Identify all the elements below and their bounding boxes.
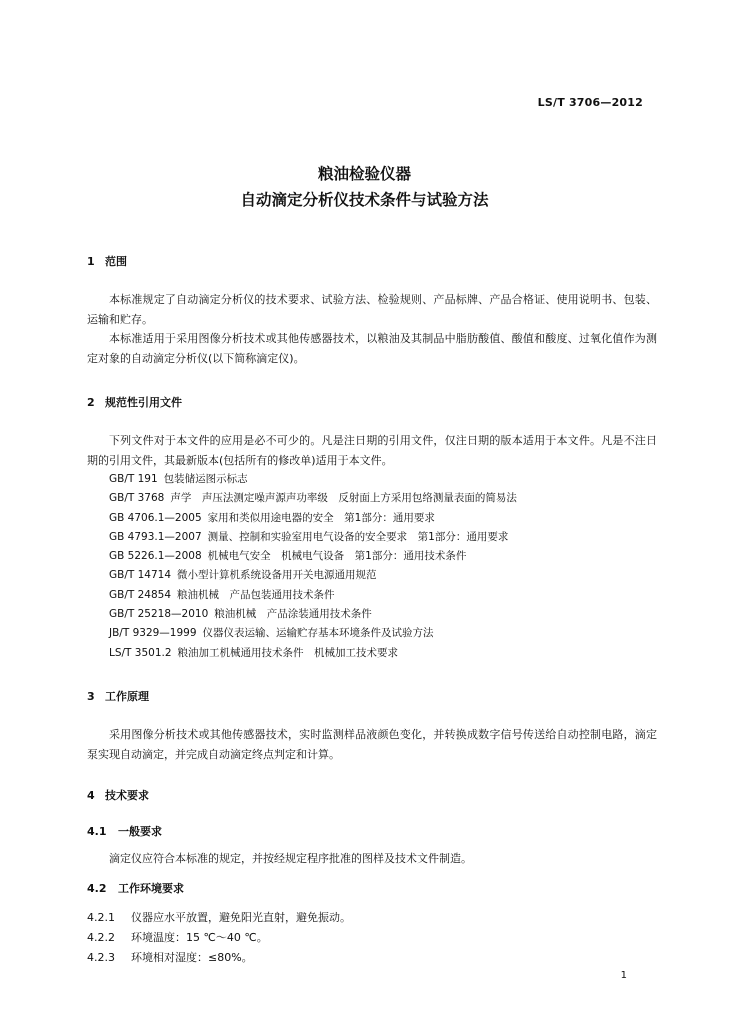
section-number: 2 — [87, 396, 95, 409]
reference-title: 粮油加工机械通用技术条件 机械加工技术要求 — [177, 646, 399, 659]
section-number: 3 — [87, 690, 95, 703]
reference-title: 家用和类似用途电器的安全 第1部分：通用要求 — [207, 511, 435, 524]
clause-text: 环境温度：15 ℃～40 ℃。 — [131, 931, 268, 944]
reference-title: 微小型计算机系统设备用开关电源通用规范 — [177, 569, 377, 582]
subsection-4-1-heading — [87, 823, 162, 839]
reference-code: GB 4706.1—2005 — [109, 511, 202, 524]
clause-4-2-1 — [87, 909, 351, 925]
reference-title: 粮油机械 产品包装通用技术条件 — [177, 588, 335, 601]
reference-code: JB/T 9329—1999 — [109, 627, 197, 640]
clause-4-2-3 — [87, 949, 253, 965]
reference-item — [109, 528, 517, 547]
reference-title: 机械电气安全 机械电气设备 第1部分：通用技术条件 — [207, 550, 467, 563]
reference-code: GB 4793.1—2007 — [109, 530, 202, 543]
subsection-number: 4.1 — [87, 825, 107, 838]
reference-code: GB/T 25218—2010 — [109, 608, 209, 621]
standard-code: LS/T 3706—2012 — [537, 96, 643, 109]
reference-item — [109, 509, 517, 528]
reference-item — [109, 624, 517, 643]
section-1-paragraph-1: 本标准规定了自动滴定分析仪的技术要求、试验方法、检验规则、产品标牌、产品合格证、使用说明书、包装、运输和贮存。 — [87, 293, 657, 326]
reference-code: GB 5226.1—2008 — [109, 550, 202, 563]
reference-title: 测量、控制和实验室用电气设备的安全要求 第1部分：通用要求 — [207, 530, 509, 543]
reference-title: 粮油机械 产品涂装通用技术条件 — [214, 608, 372, 621]
reference-title: 声学 声压法测定噪声源声功率级 反射面上方采用包络测量表面的简易法 — [170, 492, 517, 505]
reference-title: 仪器仪表运输、运输贮存基本环境条件及试验方法 — [202, 627, 434, 640]
section-title: 工作原理 — [105, 690, 149, 703]
reference-code: GB/T 14714 — [109, 569, 172, 582]
subsection-4-2-heading — [87, 880, 184, 896]
clause-text: 仪器应水平放置，避免阳光直射，避免振动。 — [131, 911, 351, 924]
clause-text: 环境相对湿度：≤80%。 — [131, 951, 253, 964]
section-title: 规范性引用文件 — [105, 396, 182, 409]
section-title: 技术要求 — [105, 789, 149, 802]
section-3-paragraph-1: 采用图像分析技术或其他传感器技术，实时监测样品液颜色变化，并转换成数字信号传送给自动控制电路，滴定泵实现自动滴定，并完成自动滴定终点判定和计算。 — [87, 728, 657, 761]
reference-item — [109, 547, 517, 566]
clause-number: 4.2.1 — [87, 911, 115, 924]
title-line-2: 自动滴定分析仪技术条件与试验方法 — [240, 191, 489, 209]
reference-item — [109, 470, 517, 489]
reference-code: LS/T 3501.2 — [109, 646, 172, 659]
subsection-title: 一般要求 — [118, 825, 162, 838]
section-1-heading — [87, 253, 127, 269]
reference-item — [109, 586, 517, 605]
reference-item — [109, 489, 517, 508]
clause-number: 4.2.2 — [87, 931, 115, 944]
reference-item — [109, 644, 517, 663]
reference-code: GB/T 24854 — [109, 588, 172, 601]
section-number: 4 — [87, 789, 95, 802]
reference-item — [109, 605, 517, 624]
subsection-title: 工作环境要求 — [118, 882, 184, 895]
section-3-heading — [87, 688, 149, 704]
reference-code: GB/T 3768 — [109, 492, 165, 505]
subsection-number: 4.2 — [87, 882, 107, 895]
section-2-heading — [87, 394, 182, 410]
page-number: 1 — [620, 970, 627, 981]
reference-title: 包装储运图示标志 — [163, 473, 248, 485]
section-4-heading — [87, 787, 149, 803]
reference-code: GB/T 191 — [109, 473, 158, 485]
section-1-paragraph-2: 本标准适用于采用图像分析技术或其他传感器技术，以粮油及其制品中脂肪酸值、酸值和酸度、过氧化值作为测定对象的自动滴定分析仪(以下简称滴定仪)。 — [87, 332, 657, 365]
title-line-1: 粮油检验仪器 — [317, 165, 411, 183]
reference-item — [109, 566, 517, 585]
section-title: 范围 — [105, 255, 127, 268]
section-2-paragraph-1: 下列文件对于本文件的应用是必不可少的。凡是注日期的引用文件，仅注日期的版本适用于本文件。凡是不注日期的引用文件，其最新版本(包括所有的修改单)适用于本文件。 — [87, 434, 657, 467]
clause-number: 4.2.3 — [87, 951, 115, 964]
subsection-4-1-paragraph: 滴定仪应符合本标准的规定，并按经规定程序批准的图样及技术文件制造。 — [109, 852, 472, 865]
normative-reference-list — [109, 470, 517, 663]
clause-4-2-2 — [87, 929, 268, 945]
section-number: 1 — [87, 255, 95, 268]
